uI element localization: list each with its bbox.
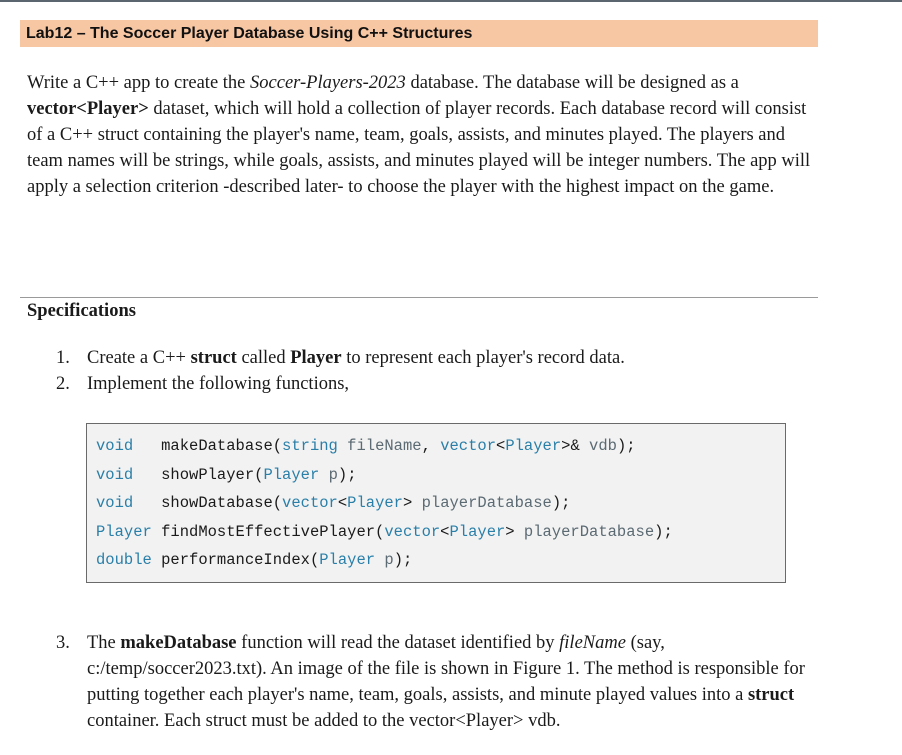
item-number: 1.: [56, 348, 70, 368]
code-token: <: [440, 522, 450, 541]
intro-text-1: Write a C++ app to create the: [27, 73, 251, 93]
spec-list-continued: [56, 630, 816, 734]
code-type: Player: [319, 551, 376, 570]
code-token: );: [393, 551, 413, 570]
section-divider: [20, 297, 818, 298]
code-type: string: [282, 437, 338, 455]
specifications-title: Specifications: [27, 301, 136, 321]
code-token: showPlayer(: [133, 465, 264, 484]
code-token: [338, 437, 347, 455]
intro-paragraph: [27, 70, 817, 200]
code-type: Player: [263, 465, 320, 484]
code-token: >: [402, 494, 422, 513]
code-token: findMostEffectivePlayer(: [151, 522, 385, 541]
code-line: [96, 518, 785, 547]
code-param: p: [328, 465, 338, 484]
code-token: );: [551, 494, 571, 513]
database-name: Soccer-Players-2023: [250, 73, 406, 93]
item-text: called: [236, 348, 291, 368]
code-token: performanceIndex(: [151, 551, 320, 570]
code-type: vector: [440, 437, 497, 455]
code-type: Player: [347, 494, 403, 513]
code-type: Player: [505, 437, 562, 455]
code-token: [319, 466, 328, 484]
code-type: Player: [449, 522, 506, 541]
code-token: >&: [561, 437, 590, 455]
code-token: );: [337, 465, 357, 484]
item-text: Create a C++: [87, 348, 191, 368]
code-type: double: [96, 551, 152, 570]
code-token: showDatabase(: [133, 494, 283, 513]
code-token: makeDatabase(: [133, 437, 283, 455]
code-type: vector: [384, 522, 441, 541]
item-number: 3.: [56, 633, 70, 653]
code-param: vdb: [589, 437, 617, 455]
code-type: vector: [282, 494, 338, 513]
code-token: );: [616, 437, 636, 455]
code-type: Player: [96, 522, 152, 541]
vector-type: vector<Player>: [27, 99, 149, 119]
item-text: container. Each struct must be added to the vector<Player> vdb.: [87, 711, 561, 731]
intro-text-2: database. The database will be designed as a: [405, 73, 739, 93]
code-token: >: [505, 522, 524, 541]
code-type: void: [96, 494, 134, 513]
code-token: [375, 551, 384, 569]
code-line: [96, 432, 785, 461]
item-keyword: makeDatabase: [120, 633, 237, 653]
spec-item-3: [56, 630, 816, 734]
item-text: to represent each player's record data.: [341, 348, 625, 368]
code-param: playerDatabase: [421, 494, 552, 513]
item-text: function will read the dataset identified by: [236, 633, 560, 653]
item-text: (say, c:/temp/soccer2023.txt). An image of the file is shown in Figure 1. The method is responsible for putting together each player's name, team, goals, assists, and minute played values into a: [87, 633, 805, 705]
spec-item-1: [56, 345, 816, 371]
spec-list: [56, 345, 816, 397]
intro-text-3: dataset, which will hold a collection of player records. Each database record will consist of a C++ struct containing the player's name, team, goals, assists, and minutes played. The players and team names will be strings, while goals, assists, and minutes played will be integer numbers. The app will apply a selection criterion -described later- to choose the player with the highest impact on the game.: [27, 99, 811, 197]
top-rule: [0, 0, 902, 2]
code-line: [96, 546, 785, 575]
code-token: ,: [421, 437, 441, 455]
lab-heading: Lab12 – The Soccer Player Database Using C++ Structures: [20, 20, 818, 47]
code-line: [96, 489, 785, 518]
code-type: void: [96, 465, 134, 484]
item-italic: fileName: [559, 633, 626, 653]
code-token: <: [337, 494, 348, 513]
code-line: [96, 461, 785, 490]
code-token: <: [496, 437, 506, 455]
item-keyword: Player: [290, 348, 342, 368]
code-block: [86, 423, 786, 583]
code-type: void: [96, 437, 134, 455]
item-keyword: struct: [190, 348, 237, 368]
code-param: fileName: [347, 437, 422, 455]
item-text: Implement the following functions,: [87, 374, 350, 394]
code-param: playerDatabase: [523, 522, 655, 541]
item-number: 2.: [56, 374, 70, 394]
spec-item-2: [56, 371, 816, 397]
item-text: The: [87, 633, 121, 653]
code-param: p: [384, 551, 394, 570]
code-token: );: [654, 522, 673, 541]
item-keyword: struct: [747, 685, 795, 705]
